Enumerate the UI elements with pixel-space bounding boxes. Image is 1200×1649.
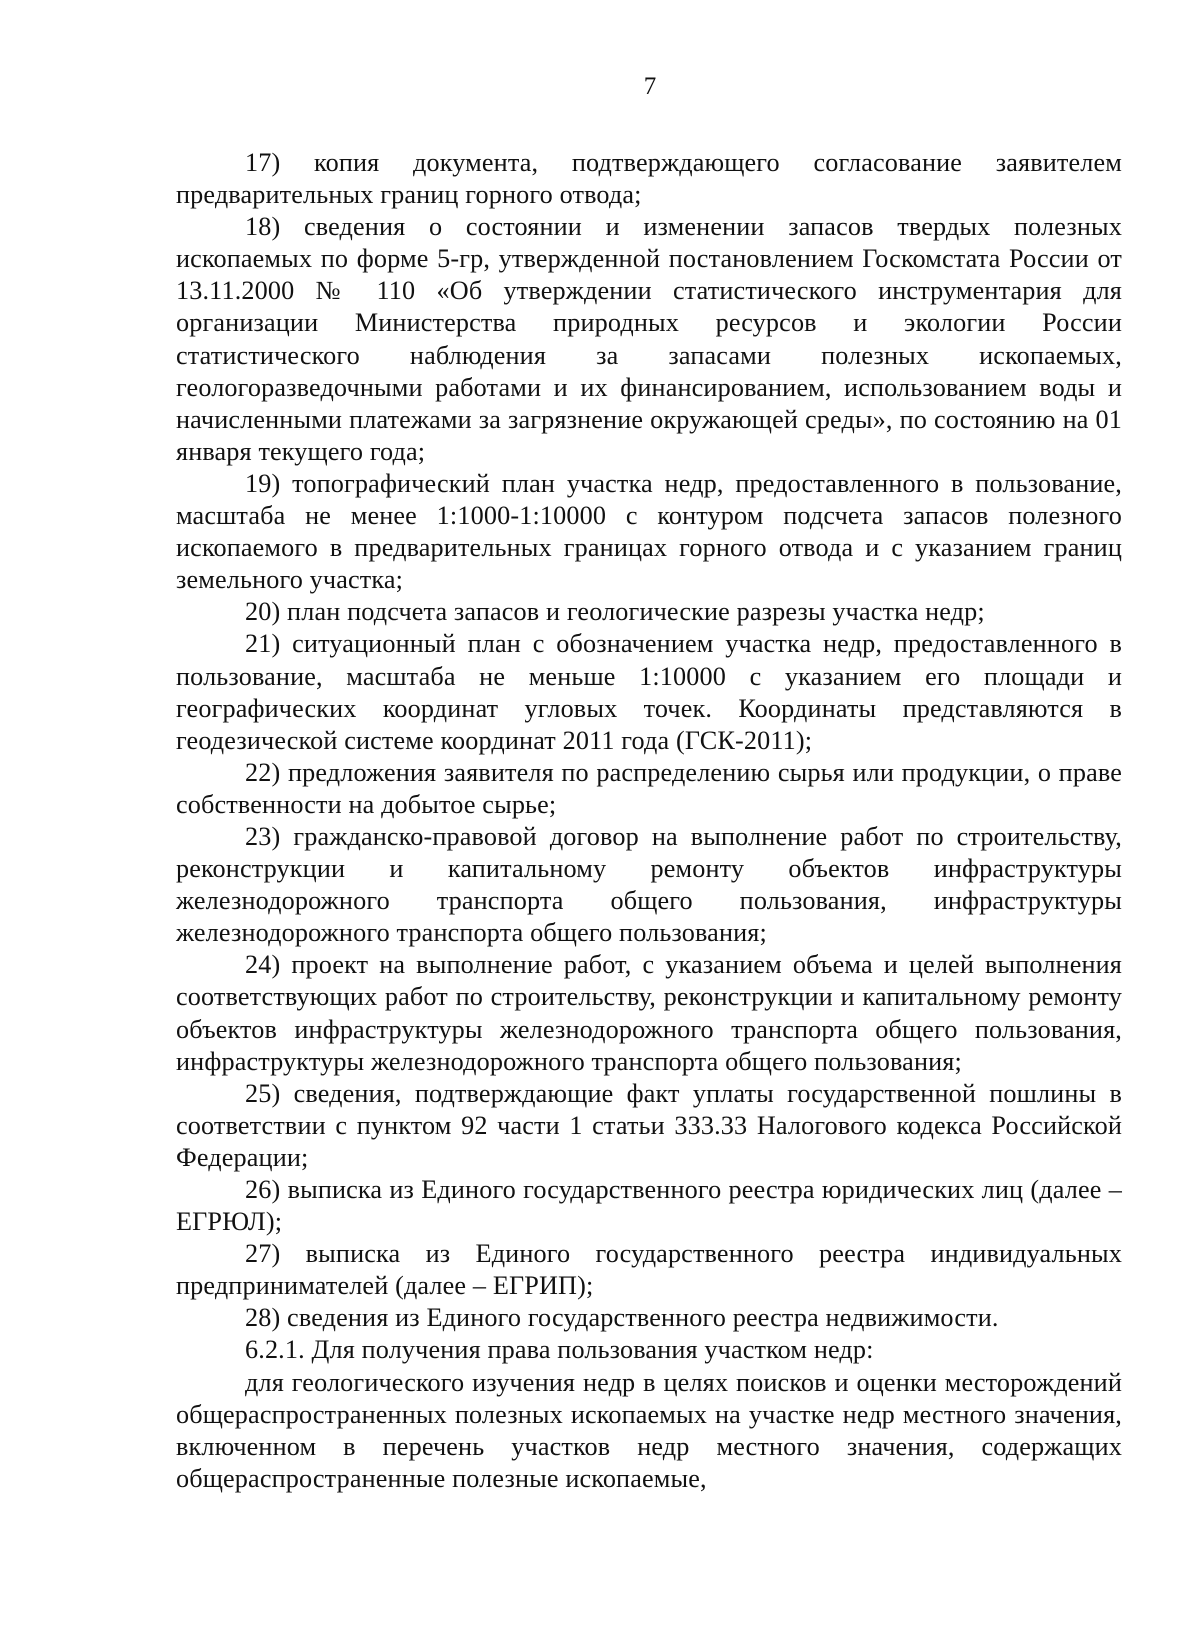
paragraph-item-28: 28) сведения из Единого государственного реестра недвижимости. (245, 1303, 999, 1333)
paragraph-item-26: 26) выписка из Единого государственного реестра юридических лиц (далее – ЕГРЮЛ); (176, 1175, 1122, 1237)
paragraph-item-24: 24) проект на выполнение работ, с указанием объема и целей выполнения соответствующих работ по строительству, реконструкции и капитальному ремонту объектов инфраструктуры железнодорожного транспорта общего пользования, инфраструктуры железнодорожного транспорта общего пользования; (176, 950, 1122, 1076)
paragraph-item-18: 18) сведения о состоянии и изменении запасов твердых полезных ископаемых по форме 5-гр, утвержденной постановлением Госкомстата России от 13.11.2000 № 110 «Об утверждении статистического инструментария для организации Министерства природных ресурсов и экологии России статистического наблюдения за запасами полезных ископаемых, геологоразведочными работами и их финансированием, использованием воды и начисленными платежами за загрязнение окружающей среды», по состоянию на 01 января текущего года; (176, 212, 1122, 466)
paragraph-item-17: 17) копия документа, подтверждающего согласование заявителем предварительных границ горного отвода; (176, 148, 1122, 210)
page-number: 7 (643, 73, 657, 100)
section-heading-6-2-1: 6.2.1. Для получения права пользования участком недр: (245, 1335, 874, 1365)
paragraph-geological-study: для геологического изучения недр в целях поисков и оценки месторождений общераспространенных полезных ископаемых на участке недр местного значения, включенном в перечень участков недр местного значения, содержащих общераспространенные полезные ископаемые, (176, 1367, 1122, 1493)
paragraph-item-25: 25) сведения, подтверждающие факт уплаты государственной пошлины в соответствии с пунктом 92 части 1 статьи 333.33 Налогового кодекса Российской Федерации; (176, 1078, 1122, 1172)
paragraph-item-22: 22) предложения заявителя по распределению сырья или продукции, о праве собственности на добытое сырье; (176, 757, 1122, 819)
paragraph-item-19: 19) топографический план участка недр, предоставленного в пользование, масштаба не менее 1:1000-1:10000 с контуром подсчета запасов полезного ископаемого в предварительных границах горного отвода и с указанием границ земельного участка; (176, 468, 1122, 595)
paragraph-item-27: 27) выписка из Единого государственного реестра индивидуальных предпринимателей (далее – ЕГРИП); (176, 1239, 1122, 1301)
document-body (176, 147, 1122, 1495)
paragraph-item-21: 21) ситуационный план с обозначением участка недр, предоставленного в пользование, масштаба не меньше 1:10000 с указанием его площади и географических координат угловых точек. Координаты представляются в геодезической системе координат 2011 года (ГСК-2011); (176, 629, 1122, 755)
paragraph-item-20: 20) план подсчета запасов и геологические разрезы участка недр; (245, 597, 985, 627)
paragraph-item-23: 23) гражданско-правовой договор на выполнение работ по строительству, реконструкции и капитальному ремонту объектов инфраструктуры железнодорожного транспорта общего пользования, инфраструктуры железнодорожного транспорта общего пользования; (176, 821, 1122, 948)
